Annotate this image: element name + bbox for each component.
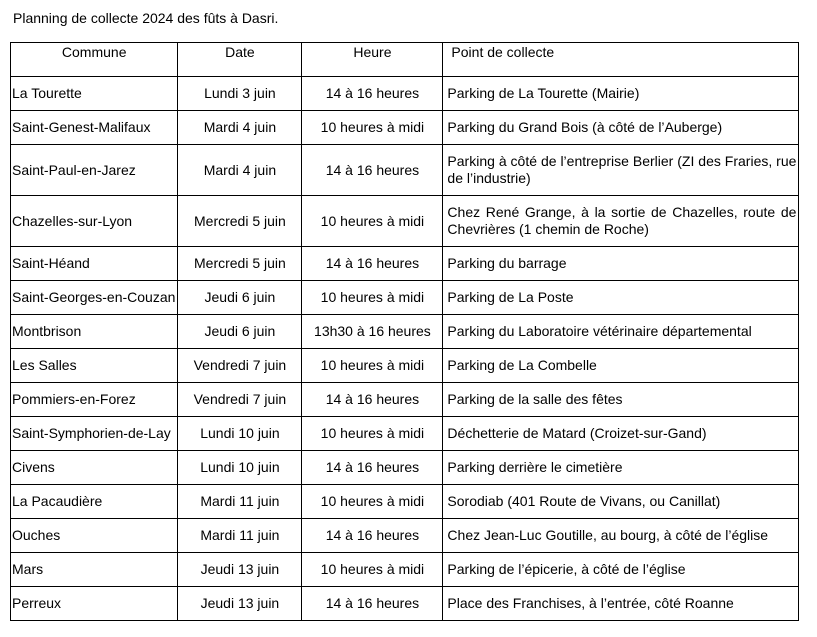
header-point-de-collecte: Point de collecte <box>443 43 799 77</box>
cell-heure: 14 à 16 heures <box>302 383 443 417</box>
table-row <box>11 553 799 587</box>
cell-heure: 10 heures à midi <box>302 111 443 145</box>
cell-heure: 14 à 16 heures <box>302 247 443 281</box>
cell-point: Parking de La Combelle <box>443 349 799 383</box>
cell-point: Parking derrière le cimetière <box>443 451 799 485</box>
table-row <box>11 111 799 145</box>
cell-heure: 14 à 16 heures <box>302 587 443 621</box>
cell-heure: 10 heures à midi <box>302 349 443 383</box>
cell-heure: 14 à 16 heures <box>302 77 443 111</box>
cell-commune: La Tourette <box>11 77 178 111</box>
document-title: Planning de collecte 2024 des fûts à Dasri. <box>13 10 279 26</box>
table-row <box>11 196 799 247</box>
cell-date: Mardi 4 juin <box>178 145 302 196</box>
cell-point: Chez Jean-Luc Goutille, au bourg, à côté de l’église <box>443 519 799 553</box>
cell-date: Mardi 11 juin <box>178 519 302 553</box>
cell-point <box>443 145 799 196</box>
cell-point: Parking du barrage <box>443 247 799 281</box>
cell-date: Jeudi 6 juin <box>178 281 302 315</box>
cell-heure: 14 à 16 heures <box>302 451 443 485</box>
table-row <box>11 247 799 281</box>
cell-commune: Ouches <box>11 519 178 553</box>
cell-point: Parking du Laboratoire vétérinaire départemental <box>443 315 799 349</box>
cell-heure: 10 heures à midi <box>302 196 443 247</box>
table-row <box>11 77 799 111</box>
cell-point-text: Chez René Grange, à la sortie de Chazelles, route de Chevrières (1 chemin de Roche) <box>447 204 797 237</box>
header-commune: Commune <box>11 43 178 77</box>
table-row <box>11 349 799 383</box>
header-heure: Heure <box>302 43 443 77</box>
cell-date: Vendredi 7 juin <box>178 383 302 417</box>
table-row <box>11 315 799 349</box>
cell-commune: Perreux <box>11 587 178 621</box>
cell-date: Mardi 4 juin <box>178 111 302 145</box>
cell-point: Place des Franchises, à l’entrée, côté Roanne <box>443 587 799 621</box>
cell-commune: Saint-Symphorien-de-Lay <box>11 417 178 451</box>
cell-date: Lundi 10 juin <box>178 417 302 451</box>
cell-date: Mercredi 5 juin <box>178 247 302 281</box>
table-row <box>11 587 799 621</box>
cell-point: Parking du Grand Bois (à côté de l’Auberge) <box>443 111 799 145</box>
cell-point: Parking de La Poste <box>443 281 799 315</box>
cell-date: Jeudi 6 juin <box>178 315 302 349</box>
cell-point: Sorodiab (401 Route de Vivans, ou Canillat) <box>443 485 799 519</box>
cell-commune: Montbrison <box>11 315 178 349</box>
cell-point: Parking de La Tourette (Mairie) <box>443 77 799 111</box>
cell-commune: Saint-Paul-en-Jarez <box>11 145 178 196</box>
cell-commune: Saint-Genest-Malifaux <box>11 111 178 145</box>
cell-heure: 10 heures à midi <box>302 281 443 315</box>
table-row <box>11 383 799 417</box>
cell-point: Déchetterie de Matard (Croizet-sur-Gand) <box>443 417 799 451</box>
cell-commune: La Pacaudière <box>11 485 178 519</box>
cell-date: Lundi 3 juin <box>178 77 302 111</box>
cell-point <box>443 196 799 247</box>
cell-date: Vendredi 7 juin <box>178 349 302 383</box>
cell-heure: 10 heures à midi <box>302 485 443 519</box>
cell-date: Mercredi 5 juin <box>178 196 302 247</box>
cell-date: Jeudi 13 juin <box>178 553 302 587</box>
cell-commune: Mars <box>11 553 178 587</box>
cell-commune: Saint-Georges-en-Couzan <box>11 281 178 315</box>
collection-schedule-table <box>10 42 799 621</box>
cell-date: Mardi 11 juin <box>178 485 302 519</box>
cell-date: Lundi 10 juin <box>178 451 302 485</box>
cell-heure: 10 heures à midi <box>302 417 443 451</box>
table-row <box>11 485 799 519</box>
table-header-row <box>11 43 799 77</box>
cell-commune: Chazelles-sur-Lyon <box>11 196 178 247</box>
cell-commune: Civens <box>11 451 178 485</box>
cell-date: Jeudi 13 juin <box>178 587 302 621</box>
cell-commune: Pommiers-en-Forez <box>11 383 178 417</box>
cell-commune: Saint-Héand <box>11 247 178 281</box>
cell-heure: 10 heures à midi <box>302 553 443 587</box>
table-row <box>11 281 799 315</box>
table-row <box>11 519 799 553</box>
table-row <box>11 451 799 485</box>
cell-heure: 13h30 à 16 heures <box>302 315 443 349</box>
cell-heure: 14 à 16 heures <box>302 519 443 553</box>
cell-point-text: Parking à côté de l’entreprise Berlier (ZI des Fraries, rue de l’industrie) <box>447 153 797 186</box>
cell-point: Parking de l’épicerie, à côté de l’église <box>443 553 799 587</box>
header-date: Date <box>178 43 302 77</box>
cell-commune: Les Salles <box>11 349 178 383</box>
cell-point: Parking de la salle des fêtes <box>443 383 799 417</box>
table-row <box>11 417 799 451</box>
cell-heure: 14 à 16 heures <box>302 145 443 196</box>
table-row <box>11 145 799 196</box>
